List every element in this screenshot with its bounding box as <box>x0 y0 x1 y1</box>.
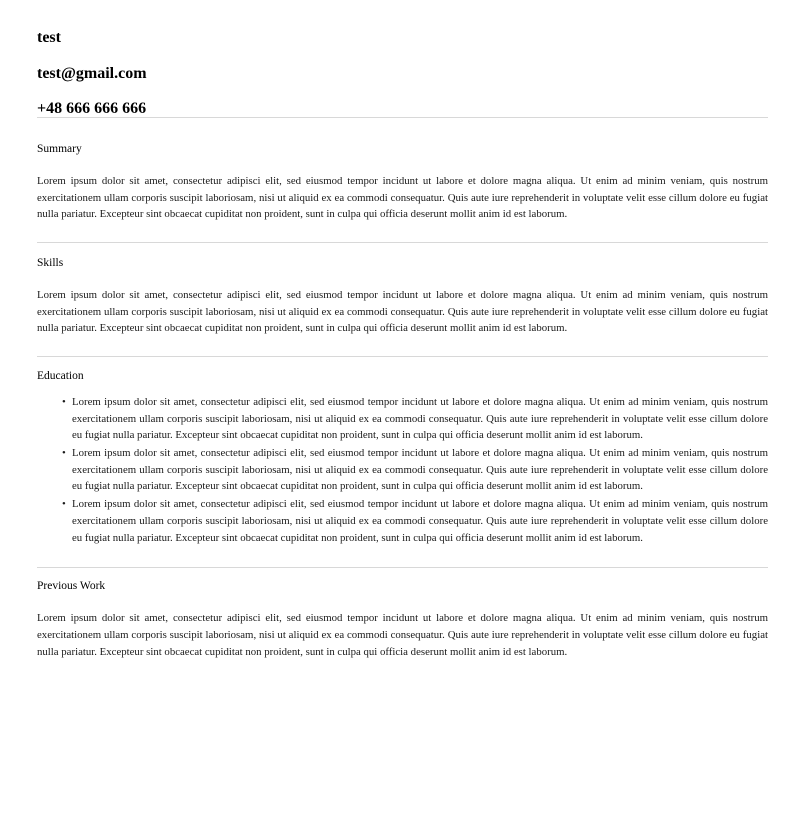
section-summary <box>37 118 768 242</box>
section-title-previous-work: Previous Work <box>37 580 106 593</box>
section-body-previous-work: Lorem ipsum dolor sit amet, consectetur adipisci elit, sed eiusmod tempor incidunt ut labore et dolore magna aliqua. Ut enim ad minim veniam, quis nostrum exercitationem ullam corporis suscipit laboriosam, nisi ut aliquid ex ea commodi consequatur. Quis aute iure reprehenderit in voluptate velit esse cillum dolore eu fugiat nulla pariatur. Excepteur sint obcaecat cupiditat non proident, sunt in culpa qui officia deserunt mollit anim id est laborum. <box>37 612 768 658</box>
section-education <box>37 357 768 567</box>
candidate-phone: +48 666 666 666 <box>37 100 147 117</box>
section-skills <box>37 243 768 356</box>
list-item <box>37 445 768 495</box>
list-item-text: Lorem ipsum dolor sit amet, consectetur adipisci elit, sed eiusmod tempor incidunt ut labore et dolore magna aliqua. Ut enim ad minim veniam, quis nostrum exercitationem ullam corporis suscipit laboriosam, nisi ut aliquid ex ea commodi consequatur. Quis aute iure reprehenderit in voluptate velit esse cillum dolore eu fugiat nulla pariatur. Excepteur sint obcaecat cupiditat non proident, sunt in culpa qui officia deserunt mollit anim id est laborum. <box>72 395 768 442</box>
section-body-summary: Lorem ipsum dolor sit amet, consectetur adipisci elit, sed eiusmod tempor incidunt ut labore et dolore magna aliqua. Ut enim ad minim veniam, quis nostrum exercitationem ullam corporis suscipit laboriosam, nisi ut aliquid ex ea commodi consequatur. Quis aute iure reprehenderit in voluptate velit esse cillum dolore eu fugiat nulla pariatur. Excepteur sint obcaecat cupiditat non proident, sunt in culpa qui officia deserunt mollit anim id est laborum. <box>37 174 768 221</box>
list-item-text: Lorem ipsum dolor sit amet, consectetur adipisci elit, sed eiusmod tempor incidunt ut labore et dolore magna aliqua. Ut enim ad minim veniam, quis nostrum exercitationem ullam corporis suscipit laboriosam, nisi ut aliquid ex ea commodi consequatur. Quis aute iure reprehenderit in voluptate velit esse cillum dolore eu fugiat nulla pariatur. Excepteur sint obcaecat cupiditat non proident, sunt in culpa qui officia deserunt mollit anim id est laborum. <box>72 498 768 544</box>
section-title-summary: Summary <box>37 143 82 155</box>
list-item-text: Lorem ipsum dolor sit amet, consectetur adipisci elit, sed eiusmod tempor incidunt ut labore et dolore magna aliqua. Ut enim ad minim veniam, quis nostrum exercitationem ullam corporis suscipit laboriosam, nisi ut aliquid ex ea commodi consequatur. Quis aute iure reprehenderit in voluptate velit esse cillum dolore eu fugiat nulla pariatur. Excepteur sint obcaecat cupiditat non proident, sunt in culpa qui officia deserunt mollit anim id est laborum. <box>72 447 768 493</box>
candidate-name: test <box>37 29 61 46</box>
bullet-dot-icon: • <box>62 498 66 511</box>
bullet-dot-icon: • <box>62 395 66 408</box>
section-body-skills: Lorem ipsum dolor sit amet, consectetur adipisci elit, sed eiusmod tempor incidunt ut labore et dolore magna aliqua. Ut enim ad minim veniam, quis nostrum exercitationem ullam corporis suscipit laboriosam, nisi ut aliquid ex ea commodi consequatur. Quis aute iure reprehenderit in voluptate velit esse cillum dolore eu fugiat nulla pariatur. Excepteur sint obcaecat cupiditat non proident, sunt in culpa qui officia deserunt mollit anim id est laborum. <box>37 288 768 335</box>
resume-content <box>37 0 768 660</box>
bullet-dot-icon: • <box>62 447 66 459</box>
list-item <box>37 394 768 444</box>
resume-header <box>37 0 768 117</box>
section-previous-work <box>37 568 768 660</box>
section-title-skills: Skills <box>37 257 64 269</box>
education-bullet-list <box>37 394 768 568</box>
candidate-email: test@gmail.com <box>37 65 147 82</box>
list-item <box>37 496 768 546</box>
section-title-education: Education <box>37 370 84 382</box>
